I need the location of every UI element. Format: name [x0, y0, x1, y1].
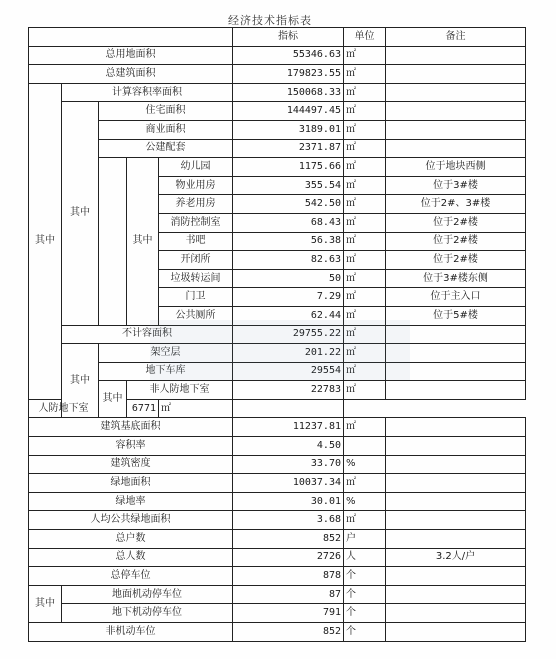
table-header-row	[29, 28, 526, 47]
row-value: 33.70	[233, 455, 344, 474]
table-row	[29, 585, 526, 604]
row-value: 852	[233, 623, 344, 642]
row-unit: 个	[344, 604, 386, 623]
table-row	[29, 362, 526, 381]
row-unit: ㎡	[344, 102, 386, 121]
group-label-public: 其中	[127, 158, 159, 325]
header-blank	[29, 28, 233, 47]
table-row	[29, 623, 526, 642]
row-unit: ㎡	[344, 344, 386, 363]
row-note: 位于2#楼	[386, 251, 526, 270]
row-label: 公建配套	[99, 139, 233, 158]
row-unit: ㎡	[344, 176, 386, 195]
row-label: 人防地下室	[29, 399, 99, 418]
row-note	[386, 623, 526, 642]
table-row	[29, 344, 526, 363]
row-label: 非人防地下室	[127, 381, 233, 400]
row-value: 878	[233, 567, 344, 586]
row-unit: 人	[344, 548, 386, 567]
row-value: 1175.66	[233, 158, 344, 177]
row-unit: ㎡	[344, 158, 386, 177]
row-label: 地面机动停车位	[62, 585, 233, 604]
row-label: 计算容积率面积	[62, 83, 233, 102]
row-value: 6771	[127, 399, 159, 418]
row-unit: ㎡	[344, 46, 386, 65]
header-indicator: 指标	[233, 28, 344, 47]
row-unit: ㎡	[344, 269, 386, 288]
row-unit: ㎡	[344, 195, 386, 214]
row-note	[386, 381, 526, 400]
row-unit: ㎡	[344, 65, 386, 84]
row-unit	[344, 437, 386, 456]
row-label: 开闭所	[159, 251, 233, 270]
row-label: 建筑密度	[29, 455, 233, 474]
row-value: 29755.22	[233, 325, 344, 344]
row-value: 29554	[233, 362, 344, 381]
row-unit: ㎡	[344, 511, 386, 530]
row-unit: ㎡	[344, 362, 386, 381]
table-row	[29, 65, 526, 84]
row-note	[386, 325, 526, 344]
row-unit: 个	[344, 623, 386, 642]
row-note: 位于2#楼	[386, 232, 526, 251]
row-unit: 个	[344, 585, 386, 604]
row-note	[386, 102, 526, 121]
row-note	[386, 344, 526, 363]
row-unit: ㎡	[344, 418, 386, 437]
indent-cell	[99, 158, 127, 325]
row-note	[386, 83, 526, 102]
row-note	[386, 120, 526, 139]
table-row	[29, 474, 526, 493]
row-label: 垃圾转运间	[159, 269, 233, 288]
row-value: 201.22	[233, 344, 344, 363]
row-value: 2726	[233, 548, 344, 567]
row-label: 书吧	[159, 232, 233, 251]
table-row	[29, 381, 526, 400]
row-value: 22783	[233, 381, 344, 400]
row-label: 消防控制室	[159, 213, 233, 232]
row-note	[386, 567, 526, 586]
row-unit: ㎡	[344, 232, 386, 251]
table-row	[29, 120, 526, 139]
row-value: 7.29	[233, 288, 344, 307]
row-label: 总户数	[29, 530, 233, 549]
row-unit: ㎡	[344, 251, 386, 270]
row-note	[386, 604, 526, 623]
header-note: 备注	[386, 28, 526, 47]
row-note: 位于地块西侧	[386, 158, 526, 177]
row-unit: %	[344, 455, 386, 474]
row-label: 养老用房	[159, 195, 233, 214]
table-row	[29, 83, 526, 102]
table-row	[29, 102, 526, 121]
row-note: 位于2#、3#楼	[386, 195, 526, 214]
row-value: 56.38	[233, 232, 344, 251]
row-note	[386, 437, 526, 456]
row-value: 179823.55	[233, 65, 344, 84]
row-value: 3.68	[233, 511, 344, 530]
row-note	[386, 418, 526, 437]
row-label: 物业用房	[159, 176, 233, 195]
row-unit: ㎡	[344, 120, 386, 139]
row-note: 位于3#楼东侧	[386, 269, 526, 288]
row-value: 11237.81	[233, 418, 344, 437]
row-value: 50	[233, 269, 344, 288]
row-value: 150068.33	[233, 83, 344, 102]
row-note	[386, 492, 526, 511]
row-label: 总用地面积	[29, 46, 233, 65]
row-unit: ㎡	[344, 83, 386, 102]
row-label: 总建筑面积	[29, 65, 233, 84]
row-note	[386, 46, 526, 65]
table-row	[29, 548, 526, 567]
row-unit: %	[344, 492, 386, 511]
row-note	[386, 530, 526, 549]
table-row	[29, 46, 526, 65]
row-value: 30.01	[233, 492, 344, 511]
row-value: 82.63	[233, 251, 344, 270]
row-unit: 个	[344, 567, 386, 586]
row-label: 总停车位	[29, 567, 233, 586]
table-row	[29, 437, 526, 456]
table-row	[29, 455, 526, 474]
row-label: 地下机动停车位	[62, 604, 233, 623]
table-row	[29, 511, 526, 530]
row-label: 人均公共绿地面积	[29, 511, 233, 530]
header-unit: 单位	[344, 28, 386, 47]
row-value: 2371.87	[233, 139, 344, 158]
row-label: 建筑基底面积	[29, 418, 233, 437]
row-value: 852	[233, 530, 344, 549]
table-row	[29, 567, 526, 586]
table-row	[29, 604, 526, 623]
row-note	[386, 585, 526, 604]
group-label-basement: 其中	[99, 381, 127, 418]
table-title: 经济技术指标表	[228, 14, 312, 27]
row-note: 位于5#楼	[386, 306, 526, 325]
row-unit: 户	[344, 530, 386, 549]
group-label-non-far: 其中	[62, 344, 99, 418]
row-note	[386, 511, 526, 530]
row-label: 幼儿园	[159, 158, 233, 177]
row-label: 绿地面积	[29, 474, 233, 493]
indicator-table	[28, 27, 526, 642]
row-value: 10037.34	[233, 474, 344, 493]
row-note	[386, 139, 526, 158]
row-label: 住宅面积	[99, 102, 233, 121]
table-row	[29, 418, 526, 437]
row-label: 不计容面积	[62, 325, 233, 344]
row-note	[386, 455, 526, 474]
row-unit: ㎡	[344, 381, 386, 400]
row-label: 总人数	[29, 548, 233, 567]
row-label: 公共厕所	[159, 306, 233, 325]
row-unit: ㎡	[344, 325, 386, 344]
row-label: 门卫	[159, 288, 233, 307]
row-unit: ㎡	[344, 288, 386, 307]
row-value: 542.50	[233, 195, 344, 214]
row-value: 4.50	[233, 437, 344, 456]
group-label-outer: 其中	[29, 83, 62, 399]
row-label: 地下车库	[99, 362, 233, 381]
table-row	[29, 158, 526, 177]
row-note	[386, 474, 526, 493]
row-note	[386, 65, 526, 84]
row-unit: ㎡	[344, 474, 386, 493]
row-value: 55346.63	[233, 46, 344, 65]
row-label: 商业面积	[99, 120, 233, 139]
table-row	[29, 492, 526, 511]
row-label: 架空层	[99, 344, 233, 363]
row-value: 3189.01	[233, 120, 344, 139]
row-unit: ㎡	[344, 139, 386, 158]
group-label-parking: 其中	[29, 585, 62, 622]
row-note: 位于主入口	[386, 288, 526, 307]
row-value: 68.43	[233, 213, 344, 232]
group-label-far: 其中	[62, 102, 99, 325]
row-label: 绿地率	[29, 492, 233, 511]
row-value: 62.44	[233, 306, 344, 325]
row-note: 3.2人/户	[386, 548, 526, 567]
row-unit: ㎡	[159, 399, 233, 418]
row-value: 87	[233, 585, 344, 604]
row-unit: ㎡	[344, 306, 386, 325]
row-note: 位于2#楼	[386, 213, 526, 232]
row-unit: ㎡	[344, 213, 386, 232]
row-note: 位于3#楼	[386, 176, 526, 195]
row-value: 791	[233, 604, 344, 623]
table-row	[29, 139, 526, 158]
row-value: 355.54	[233, 176, 344, 195]
row-label: 非机动车位	[29, 623, 233, 642]
row-label: 容积率	[29, 437, 233, 456]
row-value: 144497.45	[233, 102, 344, 121]
table-row	[29, 530, 526, 549]
row-note	[233, 399, 344, 418]
table-row	[29, 325, 526, 344]
row-note	[386, 362, 526, 381]
